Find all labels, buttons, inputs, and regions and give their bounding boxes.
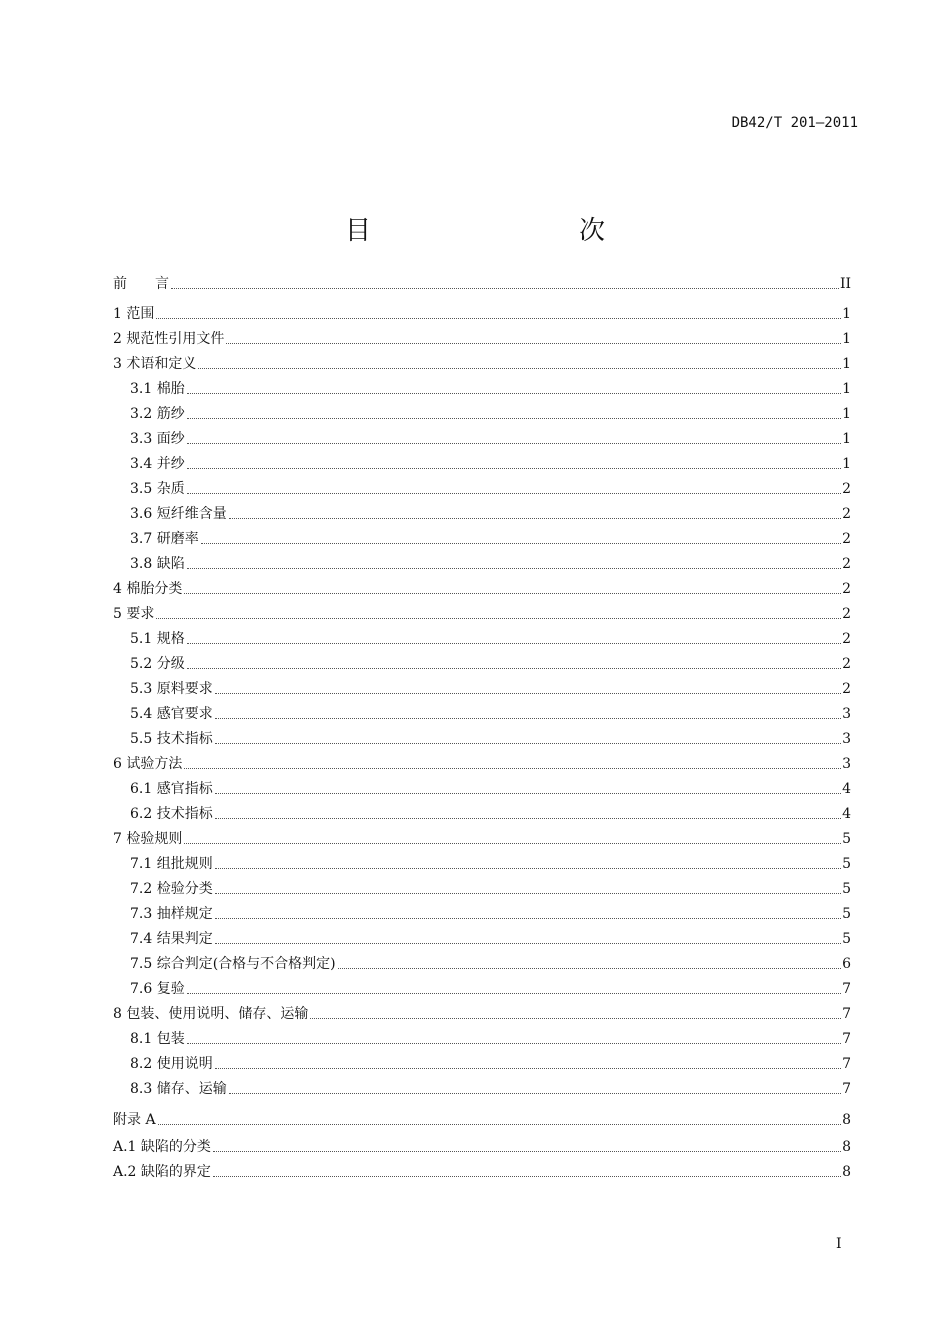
toc-dot-leader xyxy=(201,542,841,544)
toc-dot-leader xyxy=(187,992,841,994)
toc-entry-label: 7.5 综合判定(合格与不合格判定) xyxy=(130,956,336,972)
toc-entry-page: 2 xyxy=(842,531,851,547)
toc-entry[interactable] xyxy=(130,852,851,874)
toc-dot-leader xyxy=(158,1123,842,1125)
toc-entry-page: 1 xyxy=(842,456,851,472)
toc-dot-leader xyxy=(184,592,841,594)
page-number: I xyxy=(836,1236,842,1252)
toc-dot-leader xyxy=(187,642,841,644)
toc-entry-label: 7.6 复验 xyxy=(130,981,185,997)
toc-dot-leader xyxy=(229,1092,841,1094)
toc-entry-label: 7 检验规则 xyxy=(113,831,183,847)
toc-dot-leader xyxy=(198,367,841,369)
toc-entry-label: 8.1 包装 xyxy=(130,1031,185,1047)
toc-entry-label: 5.4 感官要求 xyxy=(130,706,213,722)
toc-dot-leader xyxy=(187,467,841,469)
toc-dot-leader xyxy=(310,1017,841,1019)
toc-dot-leader xyxy=(187,667,841,669)
toc-entry[interactable] xyxy=(130,402,851,424)
toc-entry[interactable] xyxy=(130,702,851,724)
toc-entry-page: 2 xyxy=(842,656,851,672)
toc-entry-page: 3 xyxy=(842,731,851,747)
toc-entry-page: 1 xyxy=(842,331,851,347)
toc-entry[interactable] xyxy=(113,1160,851,1182)
toc-entry[interactable] xyxy=(130,1077,851,1099)
toc-entry[interactable] xyxy=(113,827,851,849)
toc-entry[interactable] xyxy=(130,952,851,974)
toc-entry-page: 1 xyxy=(842,356,851,372)
toc-entry-label: 5.3 原料要求 xyxy=(130,681,213,697)
toc-dot-leader xyxy=(184,767,841,769)
toc-entry-page: II xyxy=(839,276,851,292)
toc-entry-page: 2 xyxy=(842,631,851,647)
toc-entry-page: 7 xyxy=(842,1006,851,1022)
toc-entry-label: 4 棉胎分类 xyxy=(113,581,183,597)
toc-entry[interactable] xyxy=(130,452,851,474)
toc-dot-leader xyxy=(226,342,841,344)
toc-entry-label: 6 试验方法 xyxy=(113,756,183,772)
toc-entry[interactable] xyxy=(113,752,851,774)
toc-dot-leader xyxy=(187,442,841,444)
toc-dot-leader xyxy=(215,867,841,869)
toc-entry-label: 8.2 使用说明 xyxy=(130,1056,213,1072)
toc-entry-page: 2 xyxy=(842,581,851,597)
toc-entry[interactable] xyxy=(113,272,851,294)
toc-entry-page: 4 xyxy=(842,806,851,822)
toc-entry[interactable] xyxy=(130,727,851,749)
toc-entry-page: 5 xyxy=(842,931,851,947)
toc-entry-label: 8.3 储存、运输 xyxy=(130,1081,227,1097)
toc-entry[interactable] xyxy=(130,877,851,899)
toc-entry-label: 2 规范性引用文件 xyxy=(113,331,225,347)
toc-entry-page: 7 xyxy=(842,1056,851,1072)
toc-dot-leader xyxy=(187,492,841,494)
toc-entry-label: 5 要求 xyxy=(113,606,155,622)
toc-dot-leader xyxy=(215,692,841,694)
toc-entry-label: 7.3 抽样规定 xyxy=(130,906,213,922)
toc-dot-leader xyxy=(187,392,841,394)
toc-entry[interactable] xyxy=(113,352,851,374)
toc-dot-leader xyxy=(213,1150,841,1152)
toc-dot-leader xyxy=(215,817,841,819)
toc-entry[interactable] xyxy=(130,777,851,799)
toc-entry-label: 3.3 面纱 xyxy=(130,431,185,447)
toc-entry-label: 3.5 杂质 xyxy=(130,481,185,497)
toc-dot-leader xyxy=(156,617,841,619)
toc-entry[interactable] xyxy=(130,627,851,649)
toc-entry-page: 2 xyxy=(842,481,851,497)
toc-entry[interactable] xyxy=(130,377,851,399)
toc-dot-leader xyxy=(215,942,841,944)
toc-entry-page: 2 xyxy=(842,556,851,572)
toc-entry-label: 8 包装、使用说明、储存、运输 xyxy=(113,1006,309,1022)
toc-entry-page: 2 xyxy=(842,506,851,522)
toc-entry[interactable] xyxy=(130,677,851,699)
toc-entry[interactable] xyxy=(113,602,851,624)
toc-entry[interactable] xyxy=(130,652,851,674)
toc-title: 目 次 xyxy=(344,216,657,246)
toc-dot-leader xyxy=(215,742,841,744)
toc-entry[interactable] xyxy=(130,527,851,549)
toc-dot-leader xyxy=(215,917,841,919)
toc-dot-leader xyxy=(338,967,841,969)
toc-entry[interactable] xyxy=(130,552,851,574)
toc-entry-label: 5.2 分级 xyxy=(130,656,185,672)
toc-dot-leader xyxy=(187,1042,841,1044)
toc-dot-leader xyxy=(171,287,839,289)
toc-entry[interactable] xyxy=(113,1002,851,1024)
toc-dot-leader xyxy=(213,1175,841,1177)
toc-entry-label: 5.5 技术指标 xyxy=(130,731,213,747)
toc-entry[interactable] xyxy=(113,1135,851,1157)
toc-entry[interactable] xyxy=(113,302,851,324)
toc-entry[interactable] xyxy=(130,477,851,499)
toc-entry[interactable] xyxy=(113,327,851,349)
toc-entry-page: 1 xyxy=(842,431,851,447)
toc-entry-page: 8 xyxy=(842,1139,851,1155)
toc-entry-label: 前 言 xyxy=(113,276,169,292)
toc-entry-page: 7 xyxy=(842,1081,851,1097)
toc-entry-page: 8 xyxy=(842,1164,851,1180)
toc-entry-label: 7.2 检验分类 xyxy=(130,881,213,897)
toc-entry-label: 3.1 棉胎 xyxy=(130,381,185,397)
toc-entry-label: 6.1 感官指标 xyxy=(130,781,213,797)
toc-dot-leader xyxy=(215,1067,841,1069)
toc-entry-label: 7.4 结果判定 xyxy=(130,931,213,947)
toc-entry[interactable] xyxy=(130,902,851,924)
toc-entry[interactable] xyxy=(130,502,851,524)
toc-entry-page: 5 xyxy=(842,856,851,872)
toc-entry-label: A.1 缺陷的分类 xyxy=(113,1139,211,1155)
document-code: DB42/T 201—2011 xyxy=(731,115,858,131)
toc-entry-page: 5 xyxy=(842,906,851,922)
toc-entry[interactable] xyxy=(130,802,851,824)
toc-entry-page: 3 xyxy=(842,706,851,722)
toc-entry-label: 3.7 研磨率 xyxy=(130,531,199,547)
toc-dot-leader xyxy=(187,417,841,419)
toc-entry[interactable] xyxy=(113,577,851,599)
toc-entry-page: 2 xyxy=(842,681,851,697)
toc-entry-page: 5 xyxy=(842,831,851,847)
toc-entry[interactable] xyxy=(130,977,851,999)
toc-entry-page: 1 xyxy=(842,306,851,322)
toc-entry[interactable] xyxy=(130,427,851,449)
toc-entry[interactable] xyxy=(113,1108,851,1130)
toc-entry-page: 7 xyxy=(842,1031,851,1047)
toc-entry-label: 6.2 技术指标 xyxy=(130,806,213,822)
toc-entry-label: 7.1 组批规则 xyxy=(130,856,213,872)
toc-entry-page: 6 xyxy=(842,956,851,972)
toc-dot-leader xyxy=(187,567,841,569)
toc-entry-page: 1 xyxy=(842,406,851,422)
toc-dot-leader xyxy=(215,717,841,719)
toc-entry-page: 2 xyxy=(842,606,851,622)
toc-entry-page: 3 xyxy=(842,756,851,772)
toc-entry-label: 5.1 规格 xyxy=(130,631,185,647)
toc-entry-label: 附录 A xyxy=(113,1112,156,1128)
toc-entry-label: A.2 缺陷的界定 xyxy=(113,1164,211,1180)
toc-dot-leader xyxy=(215,892,841,894)
toc-entry-label: 3.4 并纱 xyxy=(130,456,185,472)
toc-entry-label: 3 术语和定义 xyxy=(113,356,197,372)
toc-entry[interactable] xyxy=(130,1052,851,1074)
toc-entry-page: 7 xyxy=(842,981,851,997)
toc-dot-leader xyxy=(229,517,841,519)
toc-dot-leader xyxy=(184,842,841,844)
toc-entry-page: 1 xyxy=(842,381,851,397)
toc-entry-page: 8 xyxy=(842,1112,851,1128)
toc-entry-label: 3.6 短纤维含量 xyxy=(130,506,227,522)
toc-dot-leader xyxy=(156,317,841,319)
toc-entry[interactable] xyxy=(130,1027,851,1049)
toc-entry-label: 1 范围 xyxy=(113,306,155,322)
toc-entry-page: 5 xyxy=(842,881,851,897)
toc-entry-label: 3.8 缺陷 xyxy=(130,556,185,572)
toc-entry-label: 3.2 筋纱 xyxy=(130,406,185,422)
toc-dot-leader xyxy=(215,792,841,794)
toc-entry-page: 4 xyxy=(842,781,851,797)
toc-entry[interactable] xyxy=(130,927,851,949)
